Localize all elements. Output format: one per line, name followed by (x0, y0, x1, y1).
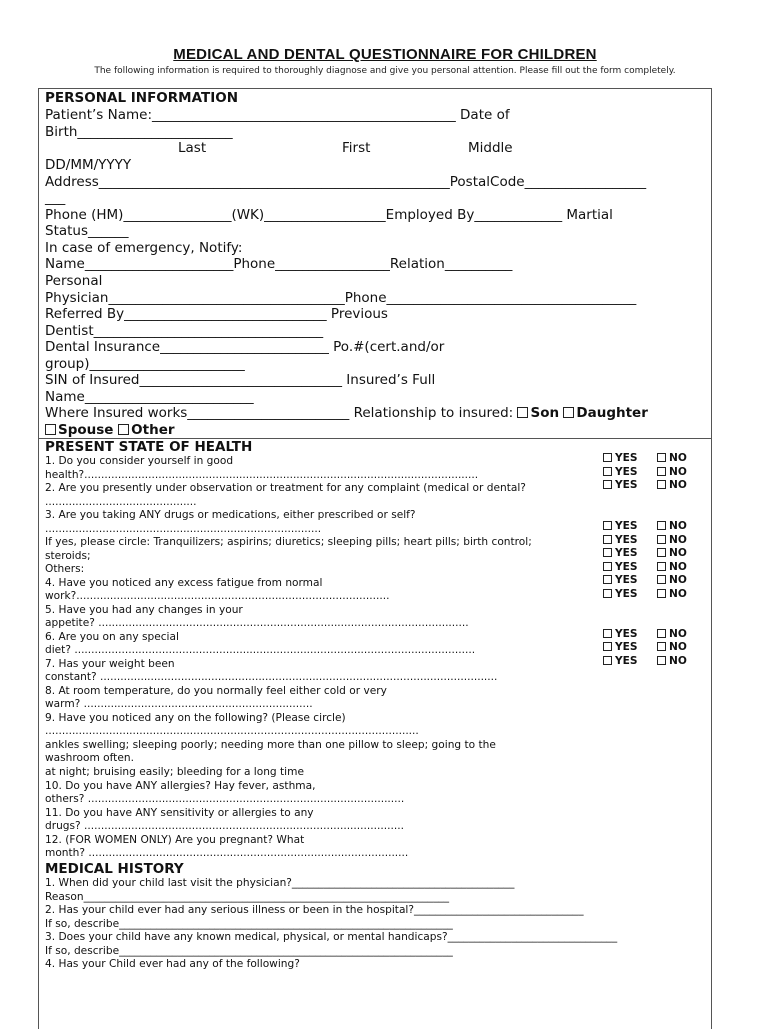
health-question-line: drugs? ............................................................................................... (45, 820, 404, 832)
yes-checkbox[interactable]: YES (603, 588, 638, 600)
checkbox-icon[interactable] (657, 642, 666, 651)
health-question-line: 11. Do you have ANY sensitivity or allergies to any (45, 807, 314, 819)
checkbox-icon[interactable] (603, 467, 612, 476)
checkbox-icon[interactable] (603, 575, 612, 584)
medical-history-heading: MEDICAL HISTORY (45, 861, 184, 877)
health-question-line: washroom often. (45, 752, 134, 764)
checkbox-icon[interactable] (657, 535, 666, 544)
address-field[interactable]: Address____________________________________________________PostalCode__________________ (45, 174, 647, 190)
checkbox-icon[interactable] (657, 629, 666, 638)
dental-insurance-field[interactable]: Dental Insurance_________________________ Po.#(cert.and/or (45, 339, 445, 355)
insured-works-field[interactable] (45, 405, 648, 422)
checkbox-icon[interactable] (657, 521, 666, 530)
physician-phone-field[interactable]: Physician___________________________________Phone_____________________________________ (45, 290, 637, 306)
first-name-label: First (342, 140, 371, 156)
checkbox-icon[interactable] (657, 480, 666, 489)
checkbox-icon[interactable] (603, 548, 612, 557)
checkbox-icon[interactable] (657, 589, 666, 598)
health-question-line: appetite? .............................................................................................................. (45, 617, 469, 629)
health-question-line: 7. Has your weight been (45, 658, 175, 670)
checkbox-icon[interactable] (657, 656, 666, 665)
yes-checkbox[interactable]: YES (603, 655, 638, 667)
health-question-line: 8. At room temperature, do you normally feel either cold or very (45, 685, 387, 697)
yes-checkbox[interactable]: YES (603, 479, 638, 491)
emergency-notify-label: In case of emergency, Notify: (45, 240, 243, 256)
relationship-daughter-option[interactable]: Daughter (563, 405, 647, 421)
middle-name-label: Middle (468, 140, 513, 156)
history-question-line[interactable]: If so, describe_______________________________________________________________ (45, 945, 453, 957)
patient-name-field[interactable]: Patient’s Name:_____________________________________________ Date of (45, 107, 510, 123)
health-question-line: 9. Have you noticed any on the following? (Please circle) (45, 712, 346, 724)
checkbox-icon[interactable] (657, 562, 666, 571)
checkbox-icon[interactable] (657, 575, 666, 584)
emergency-contact-field[interactable]: Name______________________Phone_________________Relation__________ (45, 256, 513, 272)
no-checkbox[interactable]: NO (657, 466, 687, 478)
no-checkbox[interactable]: NO (657, 452, 687, 464)
yes-checkbox[interactable]: YES (603, 534, 638, 546)
health-question-line: ............................................. (45, 496, 197, 508)
checkbox-icon[interactable] (603, 589, 612, 598)
health-question-line: at night; bruising easily; bleeding for a long time (45, 766, 304, 778)
health-question-line: month? ............................................................................................... (45, 847, 409, 859)
no-checkbox[interactable]: NO (657, 655, 687, 667)
health-question-line: 6. Are you on any special (45, 631, 179, 643)
checkbox-icon[interactable] (657, 548, 666, 557)
checkbox-icon[interactable] (603, 562, 612, 571)
no-checkbox[interactable]: NO (657, 561, 687, 573)
checkbox-icon[interactable] (45, 424, 56, 435)
relationship-son-option[interactable]: Son (517, 405, 559, 421)
yes-checkbox[interactable]: YES (603, 520, 638, 532)
checkbox-icon[interactable] (517, 407, 528, 418)
history-question-line[interactable]: 1. When did your child last visit the physician?__________________________________________ (45, 877, 515, 889)
checkbox-icon[interactable] (603, 535, 612, 544)
health-question-line: others? .............................................................................................. (45, 793, 405, 805)
checkbox-icon[interactable] (603, 453, 612, 462)
date-format-label: DD/MM/YYYY (45, 157, 132, 173)
health-question-line: steroids; (45, 550, 91, 562)
no-checkbox[interactable]: NO (657, 479, 687, 491)
health-question-line: 5. Have you had any changes in your (45, 604, 243, 616)
health-question-line: ............................................................................................................... (45, 725, 419, 737)
health-question-line: warm? .................................................................... (45, 698, 313, 710)
personal-info-heading: PERSONAL INFORMATION (45, 90, 239, 106)
health-question-line: constant? ...................................................................................................................... (45, 671, 498, 683)
health-question-line: 3. Are you taking ANY drugs or medications, either prescribed or self? (45, 509, 416, 521)
checkbox-icon[interactable] (657, 467, 666, 476)
health-question-line: ankles swelling; sleeping poorly; needing more than one pillow to sleep; going to the (45, 739, 496, 751)
health-heading: PRESENT STATE OF HEALTH (45, 439, 253, 455)
previous-dentist-field[interactable]: Dentist__________________________________ (45, 323, 324, 339)
history-question-line[interactable]: Reason_____________________________________________________________________ (45, 891, 450, 903)
relationship-other-option[interactable]: Other (118, 422, 174, 438)
form-title: MEDICAL AND DENTAL QUESTIONNAIRE FOR CHILDREN (173, 46, 597, 63)
checkbox-icon[interactable] (603, 656, 612, 665)
health-question-line: If yes, please circle: Tranquilizers; aspirins; diuretics; sleeping pills; heart pills; birth control; (45, 536, 532, 548)
history-question-line[interactable]: If so, describe_______________________________________________________________ (45, 918, 453, 930)
checkbox-icon[interactable] (563, 407, 574, 418)
no-checkbox[interactable]: NO (657, 574, 687, 586)
health-question-line: 10. Do you have ANY allergies? Hay fever, asthma, (45, 780, 316, 792)
checkbox-icon[interactable] (603, 480, 612, 489)
yes-checkbox[interactable]: YES (603, 574, 638, 586)
health-question-line: work?............................................................................................. (45, 590, 390, 602)
yes-checkbox[interactable]: YES (603, 452, 638, 464)
health-question-line: .................................................................................. (45, 523, 322, 535)
no-checkbox[interactable]: NO (657, 588, 687, 600)
yes-checkbox[interactable]: YES (603, 641, 638, 653)
insured-full-name-field[interactable]: Name_________________________ (45, 389, 254, 405)
history-question-line[interactable]: 3. Does your child have any known medical, physical, or mental handicaps?________________________________ (45, 931, 618, 943)
checkbox-icon[interactable] (603, 629, 612, 638)
checkbox-icon[interactable] (603, 521, 612, 530)
form-subtitle: The following information is required to thoroughly diagnose and give you personal attention. Please fill out the form completely. (94, 66, 676, 76)
relationship-spouse-option[interactable]: Spouse (45, 422, 113, 438)
phone-employer-field[interactable]: Phone (HM)________________(WK)__________________Employed By_____________ Martial (45, 207, 613, 223)
yes-checkbox[interactable]: YES (603, 547, 638, 559)
yes-checkbox[interactable]: YES (603, 561, 638, 573)
health-question-line: 4. Have you noticed any excess fatigue from normal (45, 577, 323, 589)
personal-physician-label: Personal (45, 273, 103, 289)
referred-by-field[interactable]: Referred By______________________________ Previous (45, 306, 388, 322)
date-of-birth-field[interactable]: Birth_______________________ (45, 124, 233, 140)
last-name-label: Last (178, 140, 207, 156)
address-field-continued[interactable]: ___ (45, 190, 66, 206)
history-question-line: 4. Has your Child ever had any of the following? (45, 958, 300, 970)
health-question-line: 12. (FOR WOMEN ONLY) Are you pregnant? What (45, 834, 305, 846)
checkbox-icon[interactable] (603, 642, 612, 651)
health-question-line: health?..................................................................................................................... (45, 469, 479, 481)
no-checkbox[interactable]: NO (657, 534, 687, 546)
marital-status-field[interactable]: Status______ (45, 223, 129, 239)
no-checkbox[interactable]: NO (657, 547, 687, 559)
no-checkbox[interactable]: NO (657, 641, 687, 653)
health-question-line: Others: (45, 563, 85, 575)
no-checkbox[interactable]: NO (657, 520, 687, 532)
checkbox-icon[interactable] (118, 424, 129, 435)
insurance-group-field[interactable]: group)_______________________ (45, 356, 245, 372)
checkbox-icon[interactable] (657, 453, 666, 462)
health-question-line: 2. Are you presently under observation or treatment for any complaint (medical or dental? (45, 482, 526, 494)
health-question-line: 1. Do you consider yourself in good (45, 455, 234, 467)
yes-checkbox[interactable]: YES (603, 628, 638, 640)
sin-insured-field[interactable]: SIN of Insured______________________________ Insured’s Full (45, 372, 436, 388)
health-question-line: diet? ....................................................................................................................... (45, 644, 476, 656)
insured-works-label: Where Insured works________________________ Relationship to insured: (45, 405, 514, 421)
history-question-line[interactable]: 2. Has your child ever had any serious illness or been in the hospital?________________________________ (45, 904, 584, 916)
no-checkbox[interactable]: NO (657, 628, 687, 640)
relationship-options-row (45, 422, 175, 439)
yes-checkbox[interactable]: YES (603, 466, 638, 478)
